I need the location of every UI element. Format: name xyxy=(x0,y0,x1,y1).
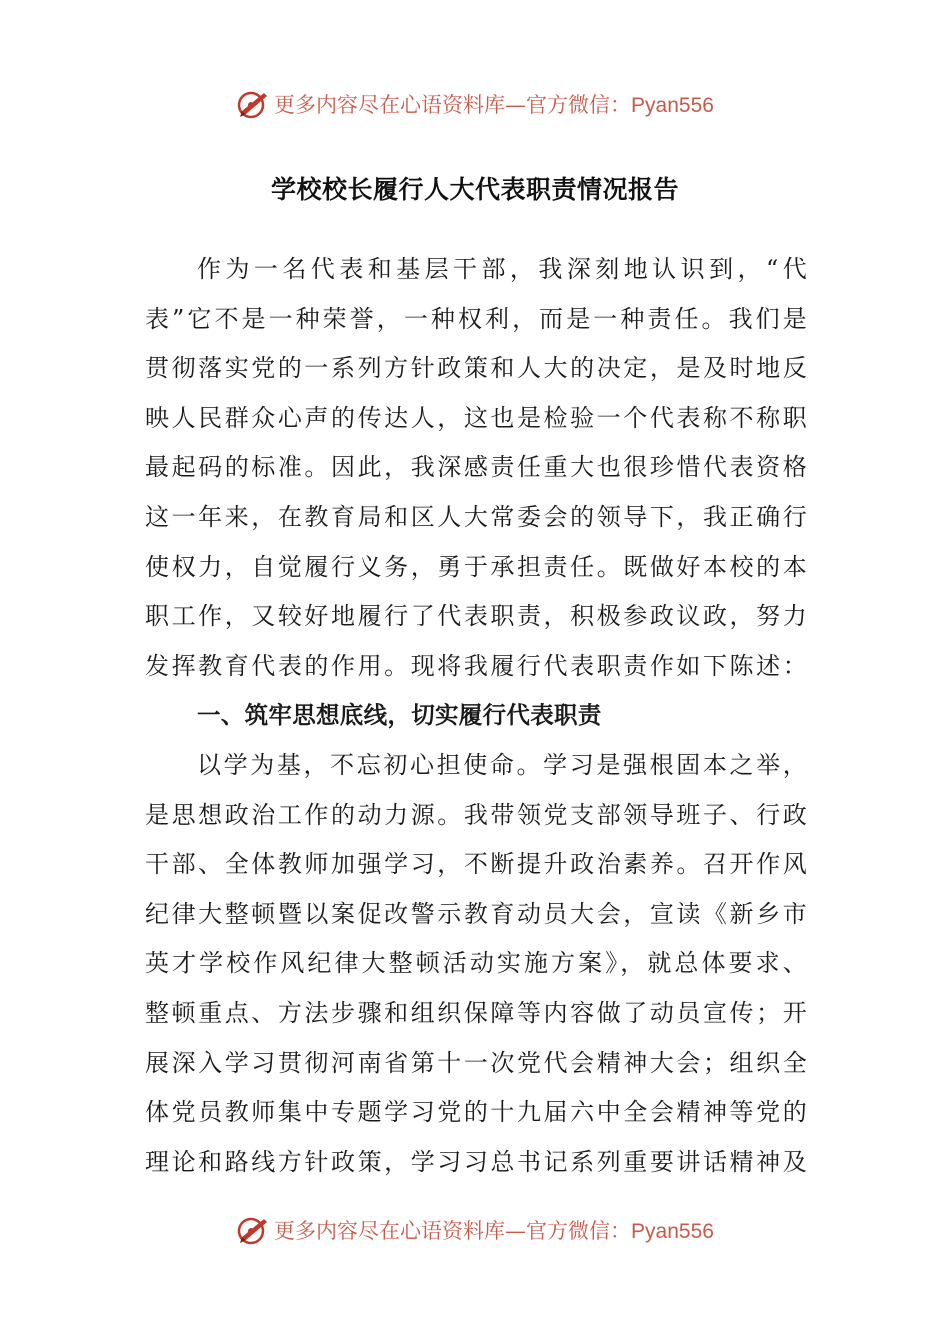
body-line: 理论和路线方针政策，学习习总书记系列重要讲话精神及 xyxy=(145,1147,807,1176)
body-line: 以学为基，不忘初心担使命。学习是强根固本之举， xyxy=(197,750,807,779)
watermark-text: 更多内容尽在心语资料库—官方微信：Pyan556 xyxy=(274,93,714,117)
footer-watermark xyxy=(0,1210,950,1250)
body-line: 是思想政治工作的动力源。我带领党支部领导班子、行政 xyxy=(145,800,807,829)
body-line: 最起码的标准。因此，我深感责任重大也很珍惜代表资格 xyxy=(145,453,807,482)
pen-logo-icon xyxy=(236,1213,270,1247)
document-title: 学校校长履行人大代表职责情况报告 xyxy=(270,175,679,204)
body-line: 作为一名代表和基层干部，我深刻地认识到，“代 xyxy=(197,255,807,283)
body-line: 映人民群众心声的传达人，这也是检验一个代表称不称职 xyxy=(145,403,807,432)
watermark-text: 更多内容尽在心语资料库—官方微信：Pyan556 xyxy=(274,1219,714,1243)
body-line: 这一年来，在教育局和区人大常委会的领导下，我正确行 xyxy=(145,502,807,531)
body-line: 英才学校作风纪律大整顿活动实施方案》，就总体要求、 xyxy=(145,949,807,978)
body-line: 贯彻落实党的一系列方针政策和人大的决定，是及时地反 xyxy=(145,354,807,383)
document-body xyxy=(145,245,807,1187)
body-line: 发挥教育代表的作用。现将我履行代表职责作如下陈述： xyxy=(145,651,807,680)
header-watermark xyxy=(0,84,950,124)
body-line: 使权力，自觉履行义务，勇于承担责任。既做好本校的本 xyxy=(145,552,807,581)
body-line: 表”它不是一种荣誉，一种权利，而是一种责任。我们是 xyxy=(145,304,807,333)
body-line: 体党员教师集中专题学习党的十九届六中全会精神等党的 xyxy=(145,1098,807,1127)
pen-logo-icon xyxy=(236,87,270,121)
body-line: 整顿重点、方法步骤和组织保障等内容做了动员宣传；开 xyxy=(145,998,807,1027)
section-heading: 一、筑牢思想底线，切实履行代表职责 xyxy=(197,701,602,730)
body-line: 干部、全体教师加强学习，不断提升政治素养。召开作风 xyxy=(145,850,807,879)
body-line: 职工作，又较好地履行了代表职责，积极参政议政，努力 xyxy=(145,602,807,631)
body-line: 展深入学习贯彻河南省第十一次党代会精神大会；组织全 xyxy=(145,1048,807,1077)
body-line: 纪律大整顿暨以案促改警示教育动员大会，宣读《新乡市 xyxy=(145,899,807,928)
